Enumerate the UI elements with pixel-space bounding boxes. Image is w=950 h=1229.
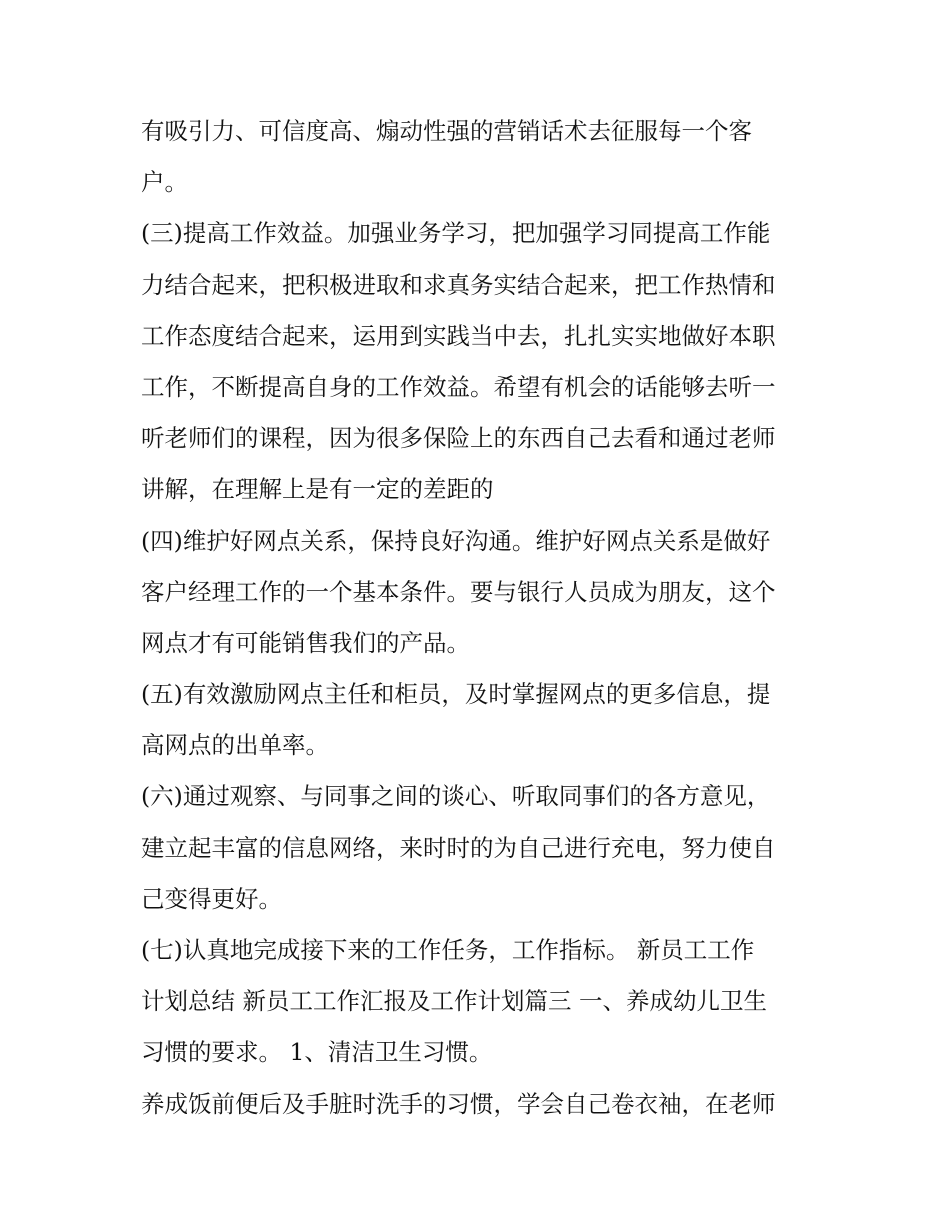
- text-line: (四)维护好网点关系，保持良好沟通。维护好网点关系是做好: [141, 526, 771, 555]
- text-line: 建立起丰富的信息网络，来时时的为自己进行充电，努力使自: [141, 833, 776, 862]
- document-body: [141, 106, 821, 1130]
- text-line: 养成饭前便后及手脏时洗手的习惯，学会自己卷衣袖，在老师: [141, 1089, 776, 1118]
- text-line: 高网点的出单率。: [141, 731, 329, 760]
- text-line: 工作态度结合起来，运用到实践当中去，扎扎实实地做好本职: [141, 321, 776, 350]
- text-line: 工作，不断提高自身的工作效益。希望有机会的话能够去听一: [141, 372, 776, 401]
- text-line: 有吸引力、可信度高、煽动性强的营销话术去征服每一个客: [141, 117, 752, 145]
- text-line: (五)有效激励网点主任和柜员，及时掌握网点的更多信息，提: [141, 680, 771, 709]
- text-line: 习惯的要求。 1、清洁卫生习惯。: [141, 1038, 493, 1067]
- text-line: (三)提高工作效益。加强业务学习，把加强学习同提高工作能: [141, 219, 771, 248]
- text-line: 计划总结 新员工工作汇报及工作计划篇三 一、养成幼儿卫生: [141, 987, 767, 1016]
- text-line: 网点才有可能销售我们的产品。: [141, 628, 470, 657]
- text-line: 户。: [141, 168, 188, 197]
- text-line: 听老师们的课程，因为很多保险上的东西自己去看和通过老师: [141, 424, 776, 453]
- text-line: (七)认真地完成接下来的工作任务，工作指标。 新员工工作: [141, 936, 755, 964]
- text-line: 力结合起来，把积极进取和求真务实结合起来，把工作热情和: [141, 270, 776, 299]
- text-line: 讲解，在理解上是有一定的差距的: [141, 475, 494, 504]
- text-line: (六)通过观察、与同事之间的谈心、听取同事们的各方意见，: [141, 782, 771, 811]
- text-line: 己变得更好。: [141, 884, 282, 913]
- text-line: 客户经理工作的一个基本条件。要与银行人员成为朋友，这个: [141, 577, 776, 606]
